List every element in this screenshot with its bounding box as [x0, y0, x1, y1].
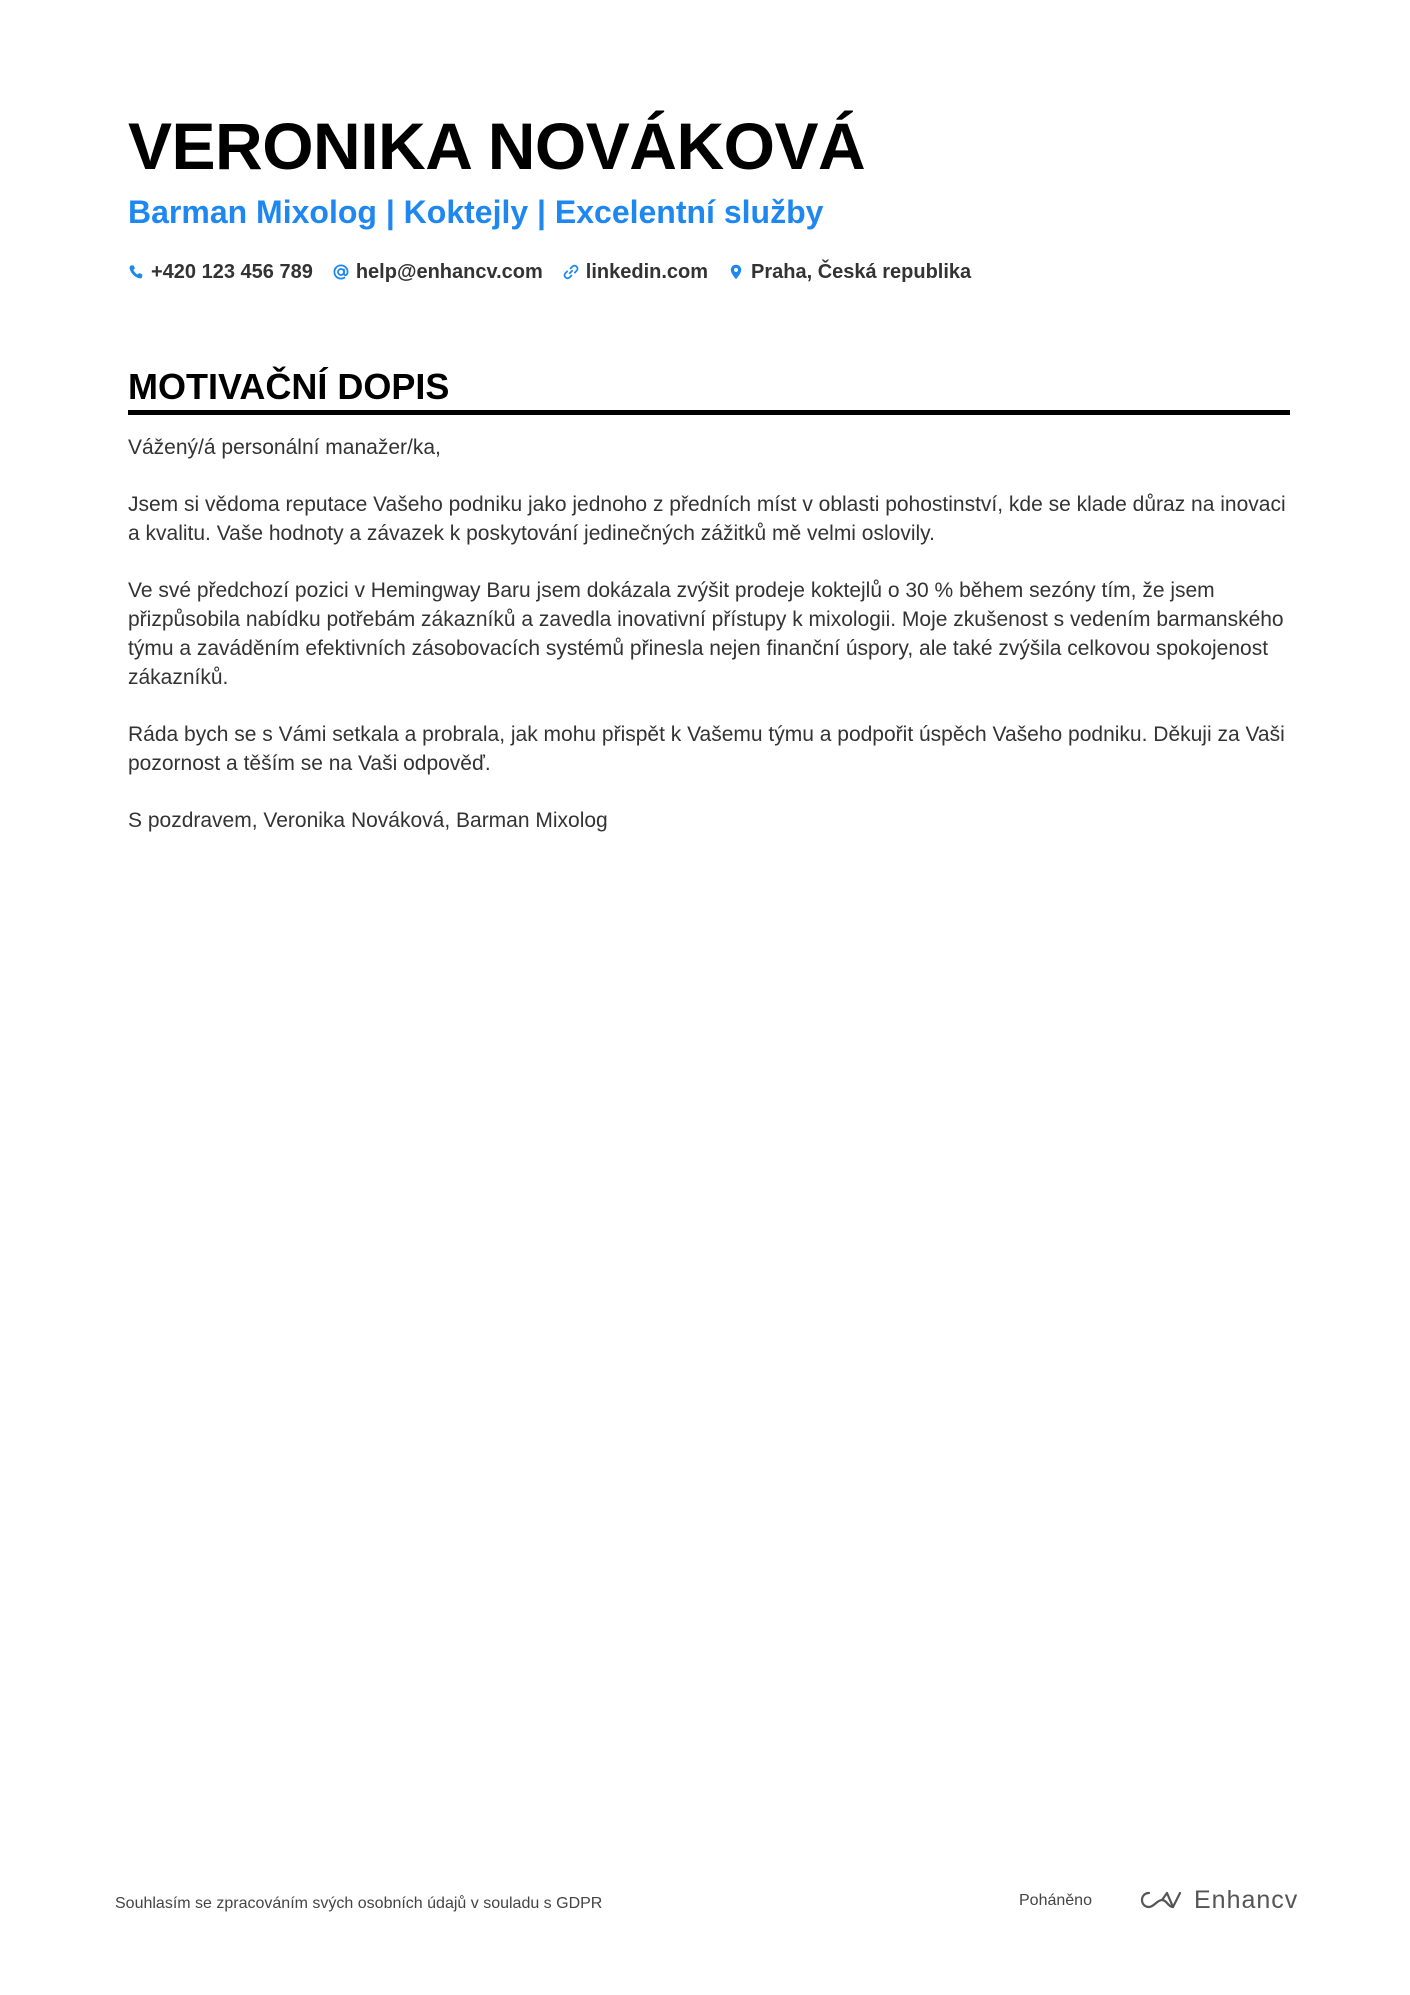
contact-linkedin[interactable]	[563, 260, 708, 284]
cover-letter-section	[128, 366, 1290, 863]
section-title: MOTIVAČNÍ DOPIS	[128, 366, 1290, 415]
phone-value: +420 123 456 789	[151, 261, 313, 283]
letter-body	[128, 433, 1290, 835]
contact-email[interactable]	[333, 260, 543, 284]
letter-paragraph: Ve své předchozí pozici v Hemingway Baru jsem dokázala zvýšit prodeje koktejlů o 30 % během sezóny tím, že jsem přizpůsobila nabídku potřebám zákazníků a zavedla inovativní přístupy k mixologii. Moje zkušenost s vedením barmanského týmu a zaváděním efektivních zásobovacích systémů přinesla nejen finanční úspory, ale také zvýšila celkovou spokojenost zákazníků.	[128, 579, 1284, 689]
letter-paragraph: Ráda bych se s Vámi setkala a probrala, jak mohu přispět k Vašemu týmu a podpořit úspěch Vašeho podniku. Děkuji za Vaši pozornost a těším se na Vaši odpověď.	[128, 723, 1285, 775]
footer	[115, 1880, 1299, 1920]
gdpr-consent-text: Souhlasím se zpracováním svých osobních údajů v souladu s GDPR	[115, 1895, 603, 1912]
letter-paragraph: Jsem si vědoma reputace Vašeho podniku jako jednoho z předních míst v oblasti pohostinství, kde se klade důraz na inovaci a kvalitu. Vaše hodnoty a závazek k poskytování jedinečných zážitků mě velmi oslovily.	[128, 493, 1286, 545]
enhancv-logo-icon	[1140, 1888, 1184, 1912]
applicant-name: VERONIKA NOVÁKOVÁ	[128, 109, 866, 183]
letter-closing: S pozdravem, Veronika Nováková, Barman Mixolog	[128, 809, 608, 832]
phone-icon	[128, 264, 144, 280]
contact-row	[128, 260, 1288, 284]
applicant-headline: Barman Mixolog | Koktejly | Excelentní služby	[128, 194, 824, 230]
at-icon	[333, 264, 349, 280]
letter-greeting: Vážený/á personální manažer/ka,	[128, 436, 441, 459]
email-value: help@enhancv.com	[355, 261, 543, 283]
location-value: Praha, Česká republika	[751, 261, 972, 283]
linkedin-value: linkedin.com	[585, 261, 709, 283]
link-icon	[563, 264, 579, 280]
location-pin-icon	[728, 264, 744, 280]
contact-phone	[128, 260, 313, 284]
header	[128, 108, 1288, 284]
enhancv-brand-name: Enhancv	[1194, 1886, 1299, 1914]
enhancv-brand-link[interactable]	[1140, 1886, 1298, 1914]
powered-by-label: Poháněno	[1019, 1892, 1092, 1909]
contact-location	[728, 260, 971, 284]
